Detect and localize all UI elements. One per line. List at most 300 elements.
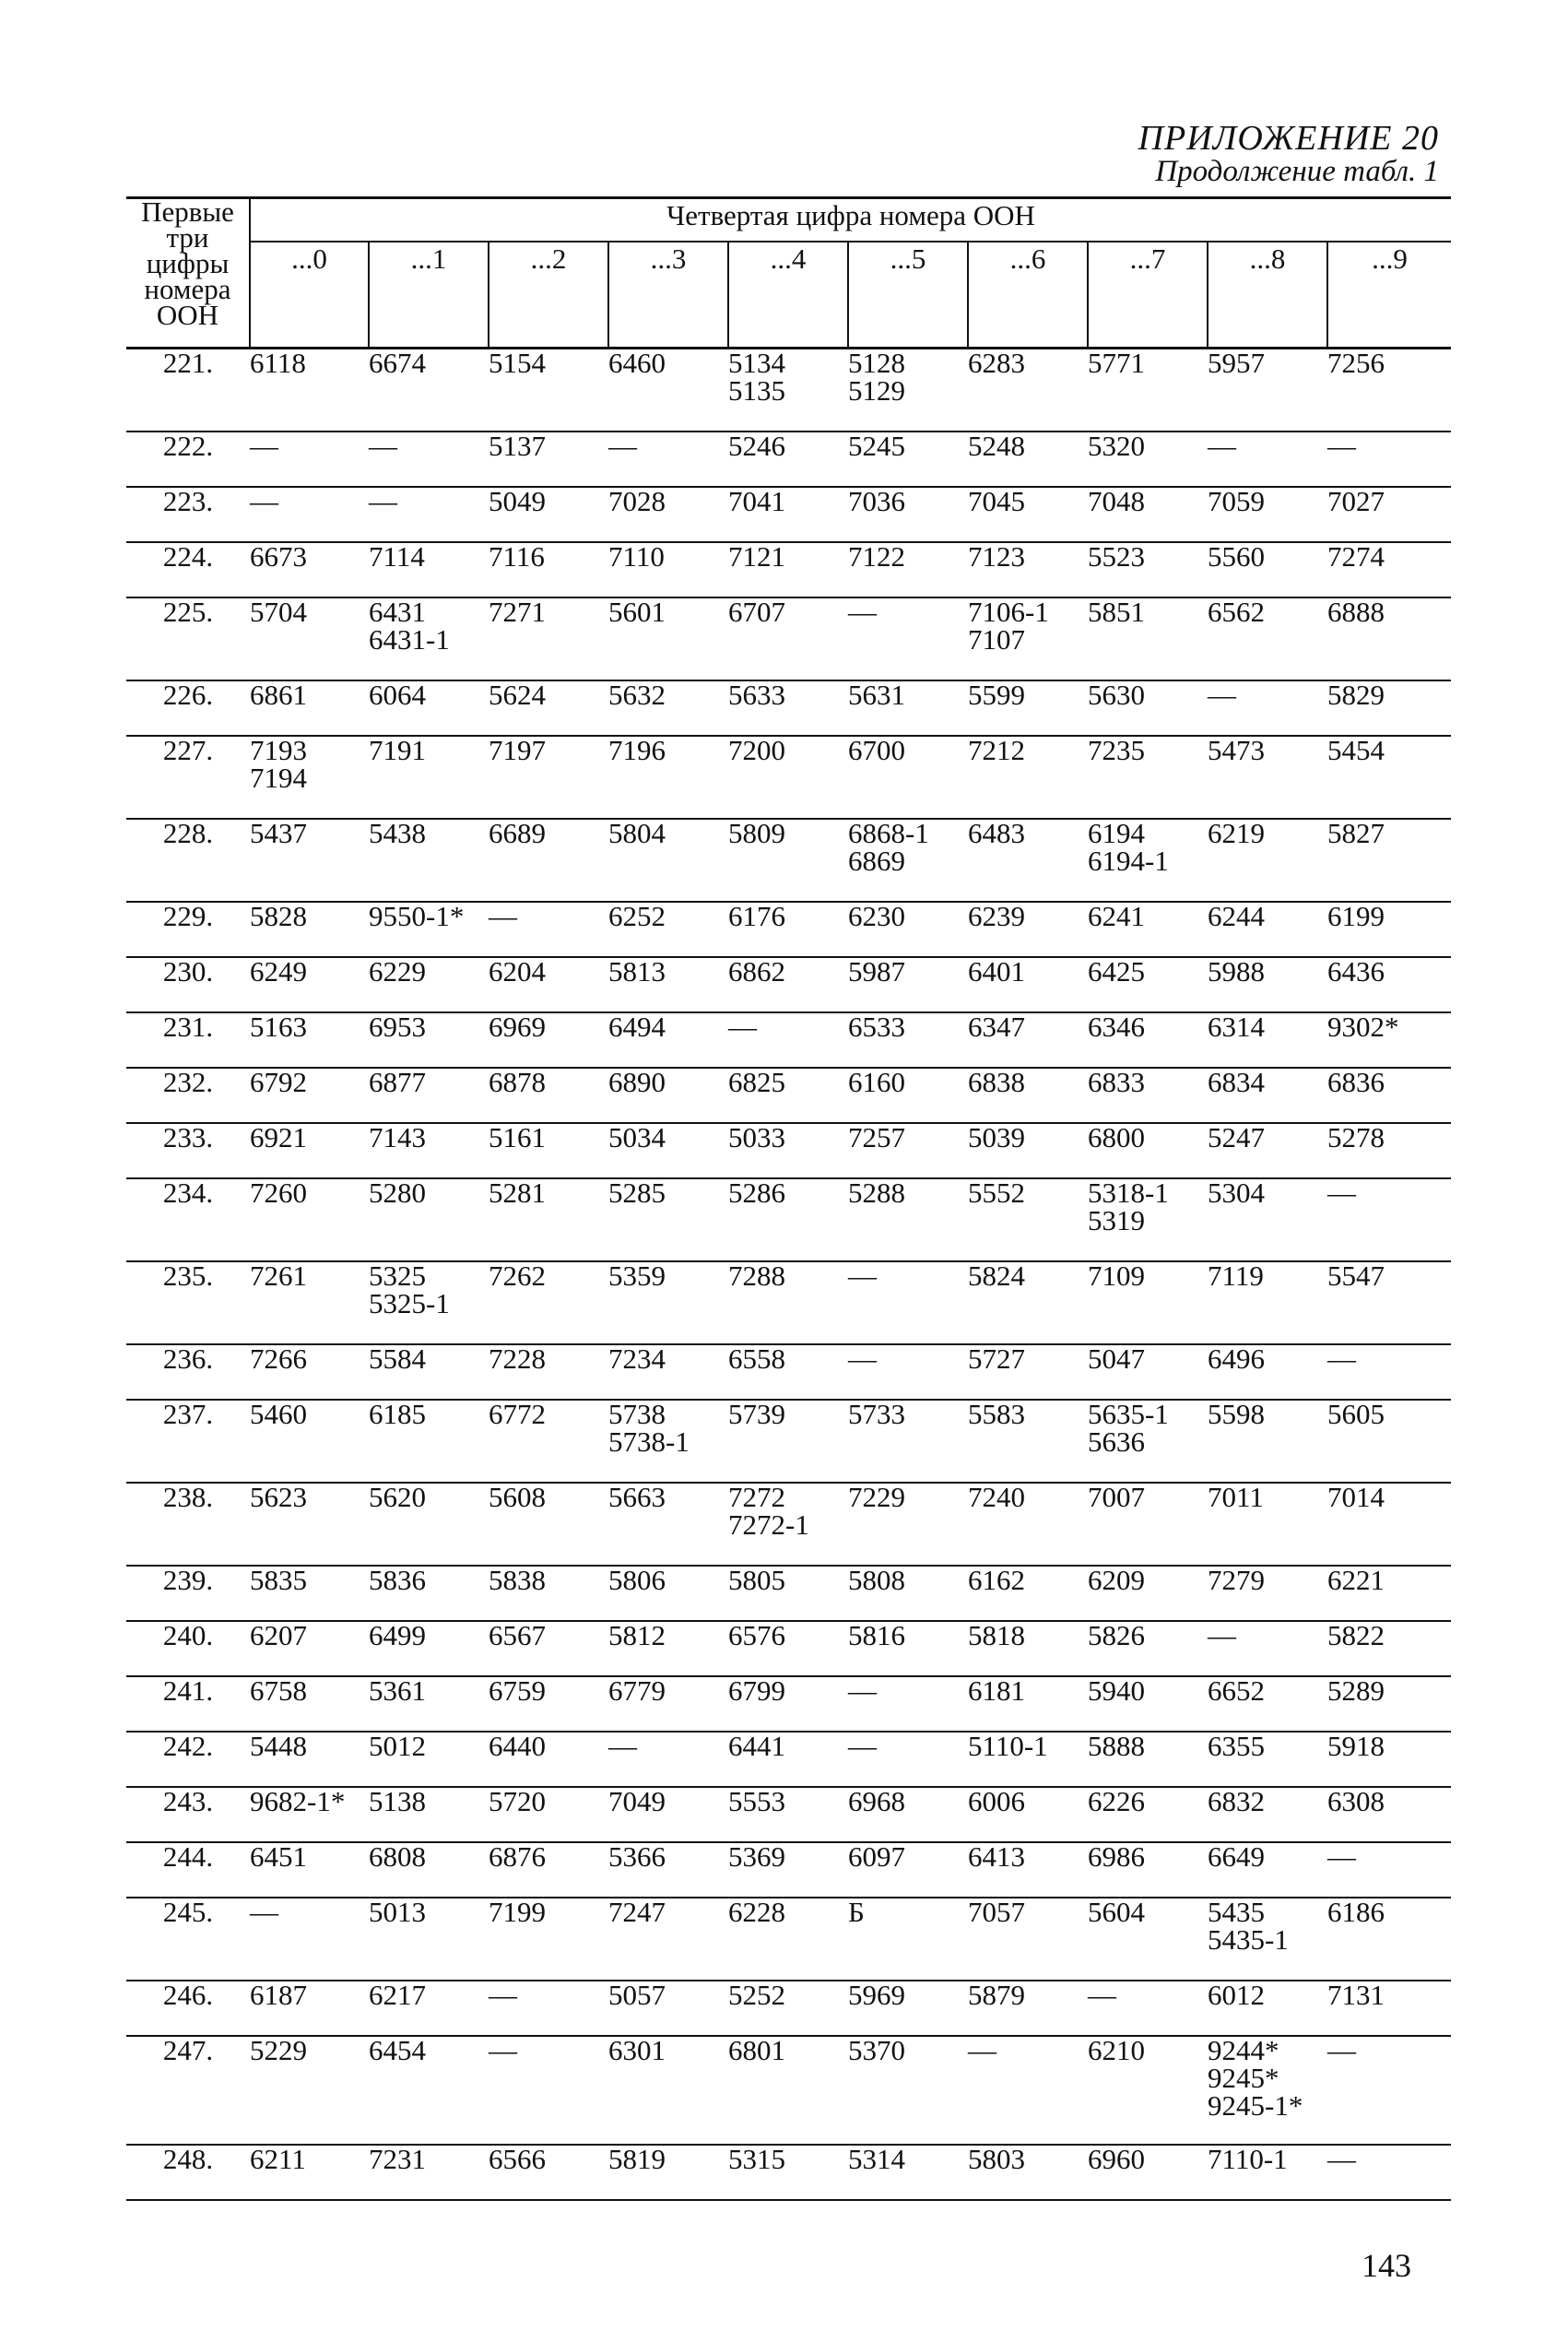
table-cell [968, 1123, 1088, 1178]
table-cell [1088, 432, 1208, 487]
table-cell [1208, 349, 1327, 432]
un-number: 5584 [369, 1342, 426, 1375]
un-number: 5135 [728, 374, 785, 407]
un-number: 5940 [1088, 1674, 1145, 1707]
row-label: 232. [126, 1068, 250, 1123]
table-cell [489, 1898, 608, 1981]
table-cell [1088, 1898, 1208, 1981]
table-cell [608, 1012, 728, 1068]
un-number: 5826 [1088, 1619, 1145, 1651]
table-cell [1088, 1178, 1208, 1261]
table-cell [1088, 487, 1208, 542]
corner-header-line: Первые [141, 195, 234, 228]
un-number: 5229 [250, 2034, 307, 2066]
un-number: 5110-1 [968, 1730, 1048, 1762]
table-cell [1088, 902, 1208, 957]
un-number: 6496 [1208, 1342, 1265, 1375]
un-number: 7109 [1088, 1260, 1145, 1292]
un-number: 6226 [1088, 1785, 1145, 1817]
un-number: 9550-1* [369, 900, 465, 932]
un-number: 5598 [1208, 1398, 1265, 1430]
column-header: ...9 [1327, 242, 1451, 349]
table-cell [489, 487, 608, 542]
table-cell [369, 349, 489, 432]
un-number: 5318-1 [1088, 1177, 1169, 1209]
un-number: 5631 [848, 679, 905, 711]
table-cell [1088, 1012, 1208, 1068]
un-number: 6355 [1208, 1730, 1265, 1762]
un-number: 6562 [1208, 596, 1265, 628]
un-number: 5838 [489, 1564, 546, 1596]
un-number: 6888 [1327, 596, 1385, 628]
un-number: 5663 [608, 1481, 666, 1513]
table-cell [1327, 1400, 1451, 1483]
un-number: 5812 [608, 1619, 666, 1651]
table-cell [968, 349, 1088, 432]
un-number: — [1208, 679, 1236, 711]
un-number: 7123 [968, 540, 1025, 573]
un-number: 5047 [1088, 1342, 1145, 1375]
table-cell [489, 902, 608, 957]
un-number: 5816 [848, 1619, 905, 1651]
un-number: 5319 [1088, 1204, 1145, 1236]
table-cell [369, 1621, 489, 1676]
table-cell [1327, 1787, 1451, 1842]
table-cell [1208, 1621, 1327, 1676]
table-cell [369, 1787, 489, 1842]
un-number: 6241 [1088, 900, 1145, 932]
column-header: ...4 [728, 242, 848, 349]
table-cell [1208, 1068, 1327, 1123]
table-cell [728, 1981, 848, 2036]
table-cell [1208, 1178, 1327, 1261]
table-row [126, 1898, 1451, 1981]
table-cell [968, 1012, 1088, 1068]
un-number: 6217 [369, 1979, 426, 2011]
row-label: 236. [126, 1344, 250, 1400]
table-cell [489, 2036, 608, 2145]
table-cell [250, 1981, 369, 2036]
row-label: 239. [126, 1566, 250, 1621]
un-number: 6799 [728, 1674, 785, 1707]
un-number: 5583 [968, 1398, 1025, 1430]
un-number: 7271 [489, 596, 546, 628]
table-cell [489, 819, 608, 902]
table-cell [1088, 1981, 1208, 2036]
un-number: 5523 [1088, 540, 1145, 573]
un-number: 6460 [608, 347, 666, 379]
table-cell [489, 349, 608, 432]
table-cell [1208, 1123, 1327, 1178]
un-number: 6499 [369, 1619, 426, 1651]
un-number: 5805 [728, 1564, 785, 1596]
un-number: 7110 [608, 540, 665, 573]
table-cell [1088, 542, 1208, 597]
table-cell [1088, 1068, 1208, 1123]
un-number: 6878 [489, 1066, 546, 1098]
table-cell [489, 1012, 608, 1068]
table-cell [608, 2145, 728, 2200]
un-number: 7122 [848, 540, 905, 573]
table-cell [1208, 1566, 1327, 1621]
un-number: 9245* [1208, 2062, 1279, 2094]
table-row [126, 1566, 1451, 1621]
un-number: 5819 [608, 2143, 666, 2175]
un-number: 7197 [489, 734, 546, 766]
row-label: 231. [126, 1012, 250, 1068]
un-number: 6869 [848, 845, 905, 877]
un-number: — [489, 900, 517, 932]
table-cell [1327, 1842, 1451, 1898]
un-number: 6436 [1327, 955, 1385, 988]
table-cell [848, 736, 968, 819]
table-cell [848, 1676, 968, 1732]
table-cell [608, 819, 728, 902]
table-cell [489, 1676, 608, 1732]
table-cell [369, 597, 489, 680]
un-number: 5438 [369, 817, 426, 849]
un-number: 6401 [968, 955, 1025, 988]
table-cell [608, 432, 728, 487]
table-cell [968, 1621, 1088, 1676]
un-number: 6877 [369, 1066, 426, 1098]
un-number: 7256 [1327, 347, 1385, 379]
table-cell [728, 736, 848, 819]
un-number: 6494 [608, 1011, 666, 1043]
row-label: 226. [126, 680, 250, 736]
table-cell [489, 1178, 608, 1261]
un-number: 7212 [968, 734, 1025, 766]
table-cell [1327, 1123, 1451, 1178]
un-number: 5304 [1208, 1177, 1265, 1209]
un-number: — [848, 596, 877, 628]
row-label: 222. [126, 432, 250, 487]
table-cell [968, 957, 1088, 1012]
table-cell [250, 1068, 369, 1123]
un-number: 6567 [489, 1619, 546, 1651]
un-number: 5560 [1208, 540, 1265, 573]
un-number: 6187 [250, 1979, 307, 2011]
table-cell [968, 1676, 1088, 1732]
table-cell [848, 680, 968, 736]
table-cell [250, 1787, 369, 1842]
un-number: — [848, 1730, 877, 1762]
un-number: — [608, 430, 637, 462]
un-number: 6832 [1208, 1785, 1265, 1817]
table-cell [968, 597, 1088, 680]
un-number: 7143 [369, 1121, 426, 1153]
un-number: 5246 [728, 430, 785, 462]
un-number: 5012 [369, 1730, 426, 1762]
un-number: 7274 [1327, 540, 1385, 573]
un-number: — [1327, 1840, 1356, 1873]
table-cell [1327, 1068, 1451, 1123]
table-cell [369, 902, 489, 957]
un-number: 7027 [1327, 485, 1385, 517]
un-number: 5315 [728, 2143, 785, 2175]
table-cell [1208, 1483, 1327, 1566]
table-cell [728, 680, 848, 736]
un-number: 5161 [489, 1121, 546, 1153]
table-cell [1208, 819, 1327, 902]
table-cell [608, 1068, 728, 1123]
un-number: 6833 [1088, 1066, 1145, 1098]
un-number: 5137 [489, 430, 546, 462]
un-number: 6825 [728, 1066, 785, 1098]
table-cell [728, 1621, 848, 1676]
table-cell [1327, 1676, 1451, 1732]
un-number: 7116 [489, 540, 545, 573]
table-cell [369, 1676, 489, 1732]
table-cell [728, 1261, 848, 1344]
table-cell [250, 819, 369, 902]
table-row [126, 1483, 1451, 1566]
un-number: 7247 [608, 1896, 666, 1928]
un-number: 6252 [608, 900, 666, 932]
un-number: 5285 [608, 1177, 666, 1209]
table-cell [968, 1400, 1088, 1483]
table-cell [1088, 1621, 1208, 1676]
table-cell [1208, 680, 1327, 736]
table-cell [728, 1400, 848, 1483]
table-cell [250, 957, 369, 1012]
un-number: 6211 [250, 2143, 306, 2175]
un-number: 5247 [1208, 1121, 1265, 1153]
table-cell [728, 1012, 848, 1068]
row-label: 244. [126, 1842, 250, 1898]
un-number: 6210 [1088, 2034, 1145, 2066]
un-number: — [1088, 1979, 1116, 2011]
row-label: 245. [126, 1898, 250, 1981]
table-cell [369, 1261, 489, 1344]
un-number: 5888 [1088, 1730, 1145, 1762]
table-cell [728, 1483, 848, 1566]
un-number: 6707 [728, 596, 785, 628]
table-cell [1327, 736, 1451, 819]
table-row [126, 597, 1451, 680]
un-number: — [1208, 430, 1236, 462]
un-number: 5635-1 [1088, 1398, 1169, 1430]
un-number: 6801 [728, 2034, 785, 2066]
un-number: 5738 [608, 1398, 666, 1430]
table-row [126, 1178, 1451, 1261]
row-label: 229. [126, 902, 250, 957]
un-number: 7272 [728, 1481, 785, 1513]
table-cell [968, 736, 1088, 819]
table-cell [1327, 819, 1451, 902]
table-cell [1208, 432, 1327, 487]
un-number: 5286 [728, 1177, 785, 1209]
table-cell [489, 1123, 608, 1178]
un-number: 5248 [968, 430, 1025, 462]
un-number: 5599 [968, 679, 1025, 711]
un-number: 6301 [608, 2034, 666, 2066]
table-cell [1088, 1676, 1208, 1732]
table-cell [250, 1178, 369, 1261]
un-number: 7272-1 [728, 1508, 809, 1541]
un-number: 7045 [968, 485, 1025, 517]
table-cell [369, 957, 489, 1012]
un-number: 6652 [1208, 1674, 1265, 1707]
un-number: 5836 [369, 1564, 426, 1596]
table-row [126, 542, 1451, 597]
un-number: 5288 [848, 1177, 905, 1209]
un-number: 6162 [968, 1564, 1025, 1596]
table-cell [848, 432, 968, 487]
un-number: 6921 [250, 1121, 307, 1153]
table-cell [1208, 542, 1327, 597]
un-number: 5552 [968, 1177, 1025, 1209]
un-number: 5553 [728, 1785, 785, 1817]
un-number: 6576 [728, 1619, 785, 1651]
un-number: 5623 [250, 1481, 307, 1513]
table-cell [489, 432, 608, 487]
table-cell [728, 2145, 848, 2200]
table-cell [968, 1178, 1088, 1261]
un-number: 5604 [1088, 1896, 1145, 1928]
table-cell [848, 1981, 968, 2036]
un-number: 6759 [489, 1674, 546, 1707]
un-number: 7106-1 [968, 596, 1049, 628]
table-cell [489, 1483, 608, 1566]
table-cell [1208, 736, 1327, 819]
table-cell [608, 736, 728, 819]
table-cell [369, 1178, 489, 1261]
table-cell [968, 902, 1088, 957]
un-number: 6006 [968, 1785, 1025, 1817]
table-cell [489, 2145, 608, 2200]
un-number: 5314 [848, 2143, 905, 2175]
table-cell [608, 680, 728, 736]
table-cell [1088, 1123, 1208, 1178]
un-number: — [250, 485, 278, 517]
table-cell [968, 1261, 1088, 1344]
table-cell [728, 542, 848, 597]
un-number: 7240 [968, 1481, 1025, 1513]
un-number: 6440 [489, 1730, 546, 1762]
row-label: 228. [126, 819, 250, 902]
table-cell [250, 1732, 369, 1787]
table-cell [250, 542, 369, 597]
table-cell [1208, 597, 1327, 680]
un-number: 5987 [848, 955, 905, 988]
table-cell [489, 957, 608, 1012]
un-number: 6181 [968, 1674, 1025, 1707]
table-cell [1208, 1344, 1327, 1400]
table-cell [728, 819, 848, 902]
table-cell [250, 1566, 369, 1621]
table-cell [848, 1732, 968, 1787]
un-number: 5134 [728, 347, 785, 379]
table-cell [1088, 957, 1208, 1012]
table-cell [1327, 542, 1451, 597]
un-number: 5827 [1327, 817, 1385, 849]
un-number-table [126, 196, 1451, 2201]
table-cell [369, 1012, 489, 1068]
un-number: 9682-1* [250, 1785, 346, 1817]
un-number: 5278 [1327, 1121, 1385, 1153]
table-cell [848, 487, 968, 542]
un-number: 7014 [1327, 1481, 1385, 1513]
table-cell [968, 1787, 1088, 1842]
un-number: 7200 [728, 734, 785, 766]
table-cell [250, 1344, 369, 1400]
table-cell [608, 2036, 728, 2145]
un-number: 7057 [968, 1896, 1025, 1928]
table-cell [1208, 902, 1327, 957]
un-number: — [968, 2034, 996, 2066]
un-number: — [848, 1342, 877, 1375]
un-number: 5829 [1327, 679, 1385, 711]
un-number: 6558 [728, 1342, 785, 1375]
table-cell [968, 680, 1088, 736]
un-number: 7229 [848, 1481, 905, 1513]
un-number: 6308 [1327, 1785, 1385, 1817]
un-number: 6968 [848, 1785, 905, 1817]
table-cell [489, 1842, 608, 1898]
un-number: 5835 [250, 1564, 307, 1596]
un-number: 6176 [728, 900, 785, 932]
table-cell [1088, 736, 1208, 819]
table-cell [848, 1621, 968, 1676]
un-number: 5138 [369, 1785, 426, 1817]
un-number: — [1327, 430, 1356, 462]
table-cell [369, 2036, 489, 2145]
table-cell [369, 819, 489, 902]
table-cell [848, 1400, 968, 1483]
table-cell [608, 902, 728, 957]
un-number: 9302* [1327, 1011, 1399, 1043]
table-cell [848, 597, 968, 680]
row-label: 235. [126, 1261, 250, 1344]
table-cell [728, 597, 848, 680]
table-cell [1327, 1566, 1451, 1621]
table-cell [489, 1981, 608, 2036]
table-cell [489, 597, 608, 680]
un-number: 6194-1 [1088, 845, 1169, 877]
un-number: 5448 [250, 1730, 307, 1762]
row-label: 223. [126, 487, 250, 542]
table-cell [1088, 680, 1208, 736]
row-label: 238. [126, 1483, 250, 1566]
table-row [126, 1676, 1451, 1732]
table-cell [369, 1732, 489, 1787]
un-number: 6207 [250, 1619, 307, 1651]
un-number: 7266 [250, 1342, 307, 1375]
un-number: 5824 [968, 1260, 1025, 1292]
un-number: 7110-1 [1208, 2143, 1288, 2175]
un-number: 6118 [250, 347, 306, 379]
row-label: 247. [126, 2036, 250, 2145]
column-header: ...0 [250, 242, 369, 349]
un-number: 5359 [608, 1260, 666, 1292]
un-number: 5049 [489, 485, 546, 517]
un-number: 7191 [369, 734, 426, 766]
table-cell [1088, 1400, 1208, 1483]
table-cell [250, 349, 369, 432]
table-cell [1208, 487, 1327, 542]
un-number: 5804 [608, 817, 666, 849]
row-label: 237. [126, 1400, 250, 1483]
un-number: — [250, 1896, 278, 1928]
table-cell [250, 1261, 369, 1344]
un-number: 6800 [1088, 1121, 1145, 1153]
table-cell [369, 1842, 489, 1898]
table-cell [608, 597, 728, 680]
table-cell [250, 432, 369, 487]
row-label: 225. [126, 597, 250, 680]
table-cell [848, 1842, 968, 1898]
